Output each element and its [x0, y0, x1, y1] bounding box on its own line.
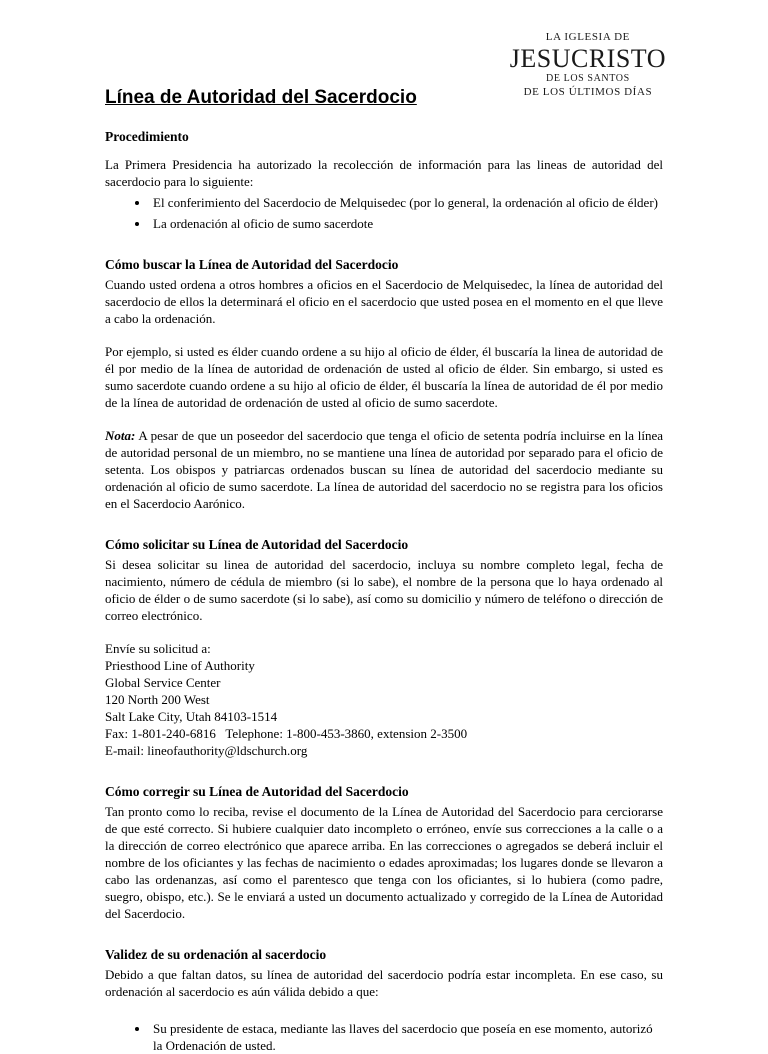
procedure-bullet-list: [131, 194, 663, 232]
note-text: A pesar de que un poseedor del sacerdocio que tenga el oficio de setenta podría incluirse en la línea de autoridad personal de un miembro, no se mantiene una línea de autoridad por separado para el oficio de setenta. Los obispos y patriarcas ordenados buscan su línea de autoridad del sacerdocio mediante su ordenación al oficio de sumo sacerdote. La línea de autoridad del sacerdocio no se registra para los oficios en el Sacerdocio Aarónico.: [105, 428, 663, 511]
church-logo-line1: LA IGLESIA DE: [545, 31, 630, 43]
note-label: Nota:: [105, 428, 136, 443]
search-paragraph-1: Cuando usted ordena a otros hombres a oficios en el Sacerdocio de Melquisedec, la línea de autoridad del sacerdocio de ellos la determinará el oficio en el sacerdocio que usted posea en el momento en el que lleve a cabo la ordenación.: [105, 277, 663, 326]
mailing-address-block: [105, 640, 663, 759]
procedure-bullet-item: • La ordenación al oficio de sumo sacerdote: [150, 215, 663, 232]
section-heading-como-solicitar: Cómo solicitar su Línea de Autoridad del Sacerdocio: [105, 537, 409, 552]
email-line: E-mail: lineofauthority@ldschurch.org: [105, 743, 308, 758]
note-paragraph: [105, 427, 663, 512]
address-line: Priesthood Line of Authority: [105, 658, 255, 673]
address-intro-line: Envíe su solicitud a:: [105, 641, 211, 656]
address-line: Salt Lake City, Utah 84103-1514: [105, 709, 278, 724]
validity-bullet-item: • Su presidente de estaca, mediante las llaves del sacerdocio que poseía en ese momento, autorizó la Ordenación de usted.: [150, 1020, 663, 1054]
address-line: Global Service Center: [105, 675, 221, 690]
procedure-intro-paragraph: La Primera Presidencia ha autorizado la recolección de información para las lineas de autoridad del sacerdocio para lo siguiente:: [105, 157, 663, 189]
church-logo-wordmark: JESUCRISTO: [509, 44, 666, 73]
section-heading-como-corregir: Cómo corregir su Línea de Autoridad del Sacerdocio: [105, 784, 409, 799]
section-heading-validez: Validez de su ordenación al sacerdocio: [105, 947, 327, 962]
section-heading-como-buscar: Cómo buscar la Línea de Autoridad del Sacerdocio: [105, 257, 399, 272]
correct-paragraph-1: Tan pronto como lo reciba, revise el documento de la Línea de Autoridad del Sacerdocio para cerciorarse de que esté correcto. Si hubiere cualquier dato incompleto o erróneo, envíe sus correcciones a la calle o a la dirección de correo electrónico que aparece arriba. En las correcciones o agregados se deberá incluir el nombre de los oficiantes y las fechas de nacimiento o edades aproximadas; los lugares donde se llevaron a cabo las ordenanzas, así como el parentesco que tenga con los oficiantes, si lo hubiera (como padre, suegro, obispo, etc.). Se le enviará a usted un documento actualizado y corregido de la Línea de Autoridad del Sacerdocio.: [105, 804, 663, 921]
church-logo-line4: DE LOS ÚLTIMOS DÍAS: [523, 86, 653, 98]
validity-bullet-list: [131, 1020, 663, 1054]
request-paragraph-1: Si desea solicitar su linea de autoridad del sacerdocio, incluya su nombre completo legal, fecha de nacimiento, número de cédula de miembro (si lo sabe), el nombre de la persona que lo haya ordenado al oficio de élder o de sumo sacerdote (si lo sabe), así como su domicilio y número de teléfono o dirección de correo electrónico.: [105, 557, 663, 623]
church-logo-line3: DE LOS SANTOS: [546, 73, 630, 84]
address-line: 120 North 200 West: [105, 692, 210, 707]
validity-paragraph-1: Debido a que faltan datos, su línea de autoridad del sacerdocio podría estar incompleta. En ese caso, su ordenación al sacerdocio es aún válida debido a que:: [105, 967, 663, 999]
fax-telephone-line: Fax: 1-801-240-6816 Telephone: 1-800-453-3860, extension 2-3500: [105, 726, 468, 741]
church-logo: [510, 32, 666, 98]
search-paragraph-2: Por ejemplo, si usted es élder cuando ordene a su hijo al oficio de élder, él buscaría la linea de autoridad de él por medio de la línea de autoridad de ordenación de usted al oficio de élder. Sin embargo, si usted es sumo sacerdote cuando ordene a su hijo al oficio de élder, él buscaría la línea de autoridad de él por medio de la línea de autoridad de ordenación de usted al oficio de sumo sacerdote.: [105, 344, 663, 410]
section-heading-procedimiento: Procedimiento: [105, 129, 189, 144]
page-title: Línea de Autoridad del Sacerdocio: [105, 87, 417, 108]
procedure-bullet-item: • El conferimiento del Sacerdocio de Melquisedec (por lo general, la ordenación al oficio de élder): [150, 194, 663, 211]
